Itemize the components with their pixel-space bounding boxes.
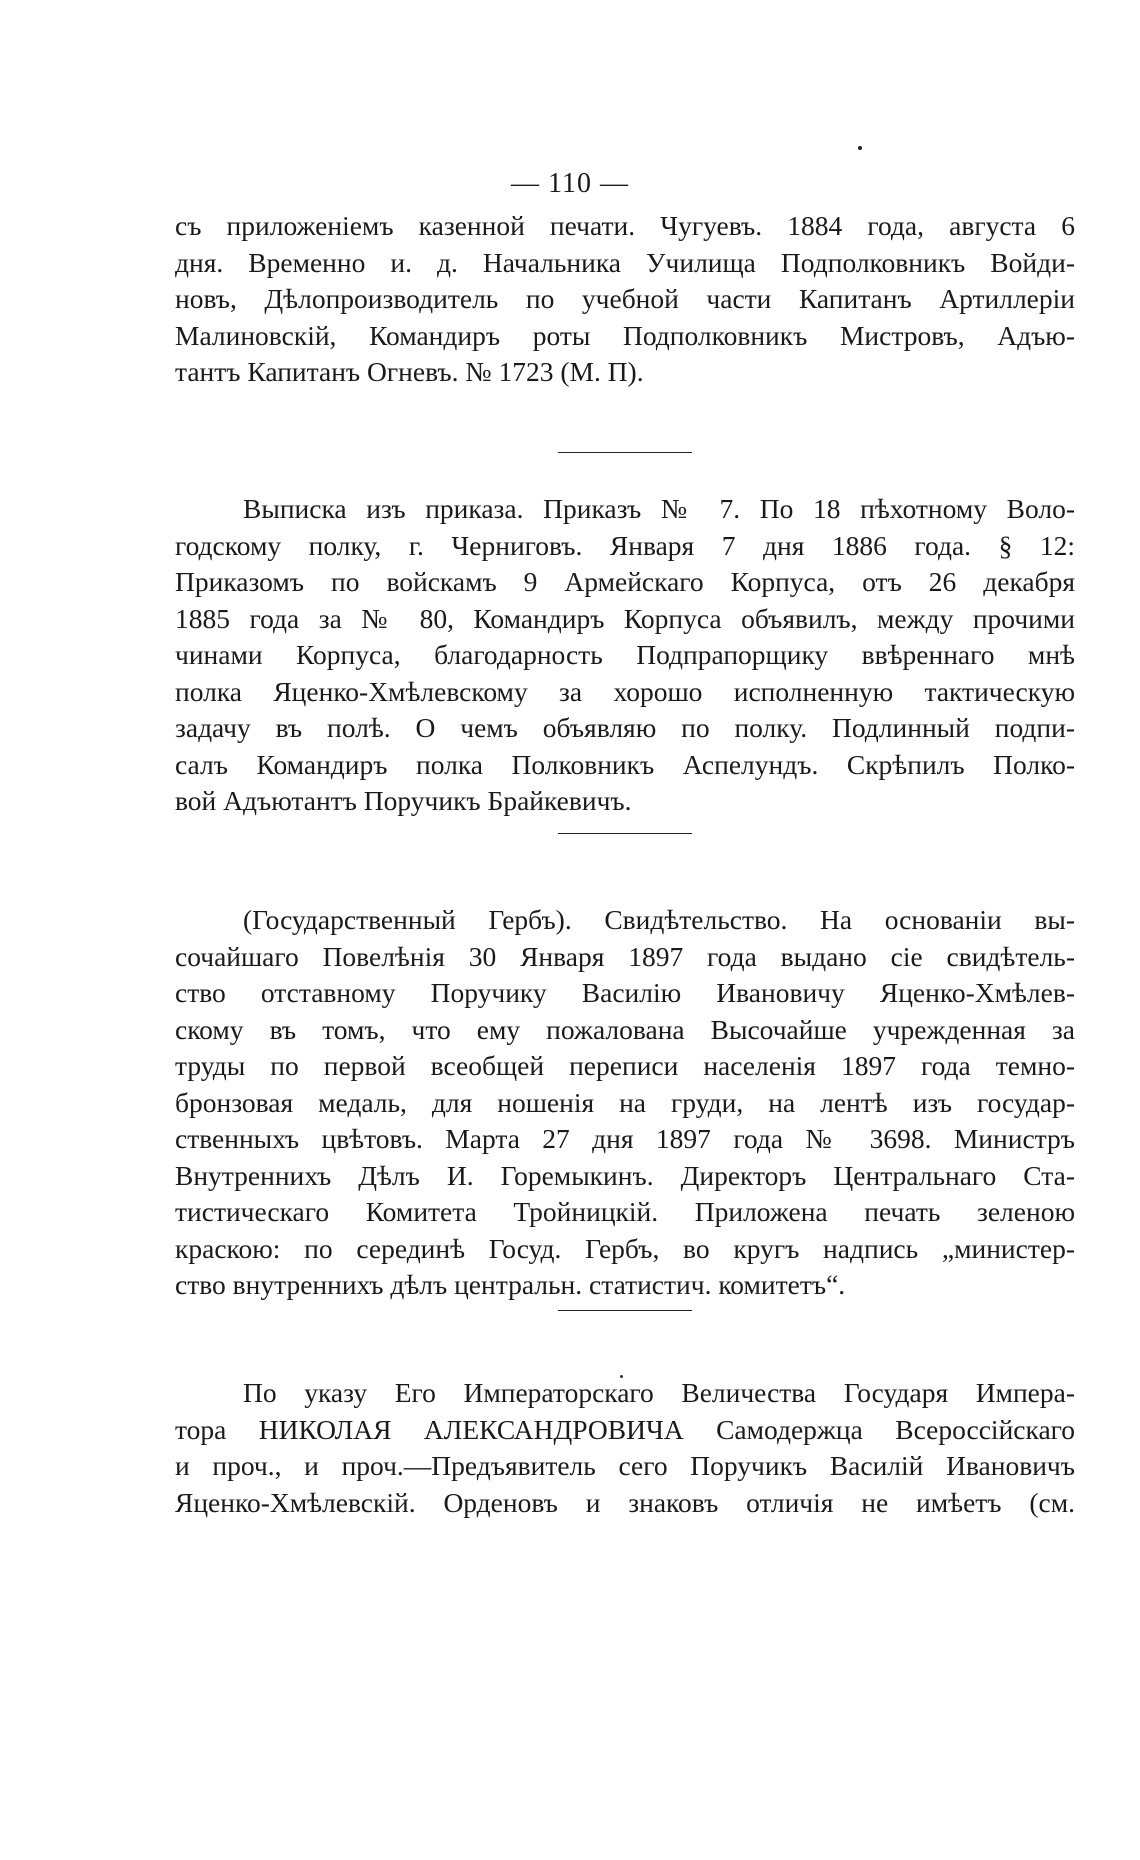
text-line: Выписка изъ приказа. Приказъ № 7. По 18 пѣхотному Воло-	[243, 493, 1075, 524]
text-line: скому въ томъ, что ему пожалована Высочайше учрежденная за	[175, 1013, 1075, 1045]
text-line: вой Адъютантъ Поручикъ Брайкевичъ.	[175, 785, 632, 816]
text-line: новъ, Дѣлопроизводитель по учебной части Капитанъ Артиллеріи	[175, 283, 1075, 314]
text-line: годскому полку, г. Черниговъ. Января 7 дня 1886 года. § 12:	[175, 529, 1075, 561]
text-line: тантъ Капитанъ Огневъ. № 1723 (М. П).	[175, 356, 644, 387]
text-line: труды по первой всеобщей переписи населенія 1897 года темно-	[175, 1050, 1075, 1081]
text-line: (Государственный Гербъ). Свидѣтельство. На основаніи вы-	[243, 904, 1075, 935]
text-line: и проч., и проч.—Предъявитель сего Поручикъ Василій Ивановичъ	[175, 1450, 1075, 1481]
text-line: краскою: по серединѣ Госуд. Гербъ, во кругъ надпись „министер-	[175, 1232, 1075, 1264]
page-number: — 110 —	[511, 168, 629, 199]
text-line: чинами Корпуса, благодарность Подпрапорщику ввѣреннаго мнѣ	[175, 639, 1075, 670]
section-divider	[558, 833, 692, 834]
text-line: задачу въ полѣ. О чемъ объявляю по полку. Подлинный подпи-	[175, 712, 1075, 743]
paragraph-certificate	[175, 902, 1075, 1304]
paragraph-order-extract	[175, 491, 1075, 820]
text-line: По указу Его Императорскаго Величества Государя Импера-	[243, 1377, 1075, 1408]
paragraph-imperial-decree	[175, 1375, 1075, 1521]
text-line: Приказомъ по войскамъ 9 Армейскаго Корпуса, отъ 26 декабря	[175, 566, 1075, 597]
section-divider	[558, 1310, 692, 1311]
text-line: сочайшаго Повелѣнія 30 Января 1897 года выдано сіе свидѣтель-	[175, 940, 1075, 972]
text-line: салъ Командиръ полка Полковникъ Аспелундъ. Скрѣпилъ Полко-	[175, 748, 1075, 780]
text-line: ство отставному Поручику Василію Ивановичу Яценко-Хмѣлев-	[175, 977, 1075, 1008]
text-line: тора НИКОЛАЯ АЛЕКСАНДРОВИЧА Самодержца Всероссійскаго	[175, 1413, 1075, 1445]
text-line: дня. Временно и. д. Начальника Училища Подполковникъ Войди-	[175, 246, 1075, 278]
text-line: Внутреннихъ Дѣлъ И. Горемыкинъ. Директоръ Центральнаго Ста-	[175, 1159, 1075, 1191]
text-line: полка Яценко-Хмѣлевскому за хорошо исполненную тактическую	[175, 675, 1075, 707]
text-line: Яценко-Хмѣлевскій. Орденовъ и знаковъ отличія не имѣетъ (см.	[175, 1486, 1075, 1518]
text-line: съ приложеніемъ казенной печати. Чугуевъ. 1884 года, августа 6	[175, 210, 1075, 241]
text-line: ственныхъ цвѣтовъ. Марта 27 дня 1897 года № 3698. Министръ	[175, 1123, 1075, 1154]
text-line: Малиновскій, Командиръ роты Подполковникъ Мистровъ, Адъю-	[175, 319, 1075, 351]
section-divider	[558, 452, 692, 453]
text-line: 1885 года за № 80, Командиръ Корпуса объявилъ, между прочими	[175, 602, 1075, 634]
text-line: тистическаго Комитета Тройницкій. Приложена печать зеленою	[175, 1196, 1075, 1227]
paragraph-seal-attestation	[175, 208, 1075, 391]
text-line: ство внутреннихъ дѣлъ центральн. статистич. комитетъ“.	[175, 1269, 846, 1300]
ink-speck	[858, 146, 862, 150]
text-line: бронзовая медаль, для ношенія на груди, на лентѣ изъ государ-	[175, 1086, 1075, 1118]
